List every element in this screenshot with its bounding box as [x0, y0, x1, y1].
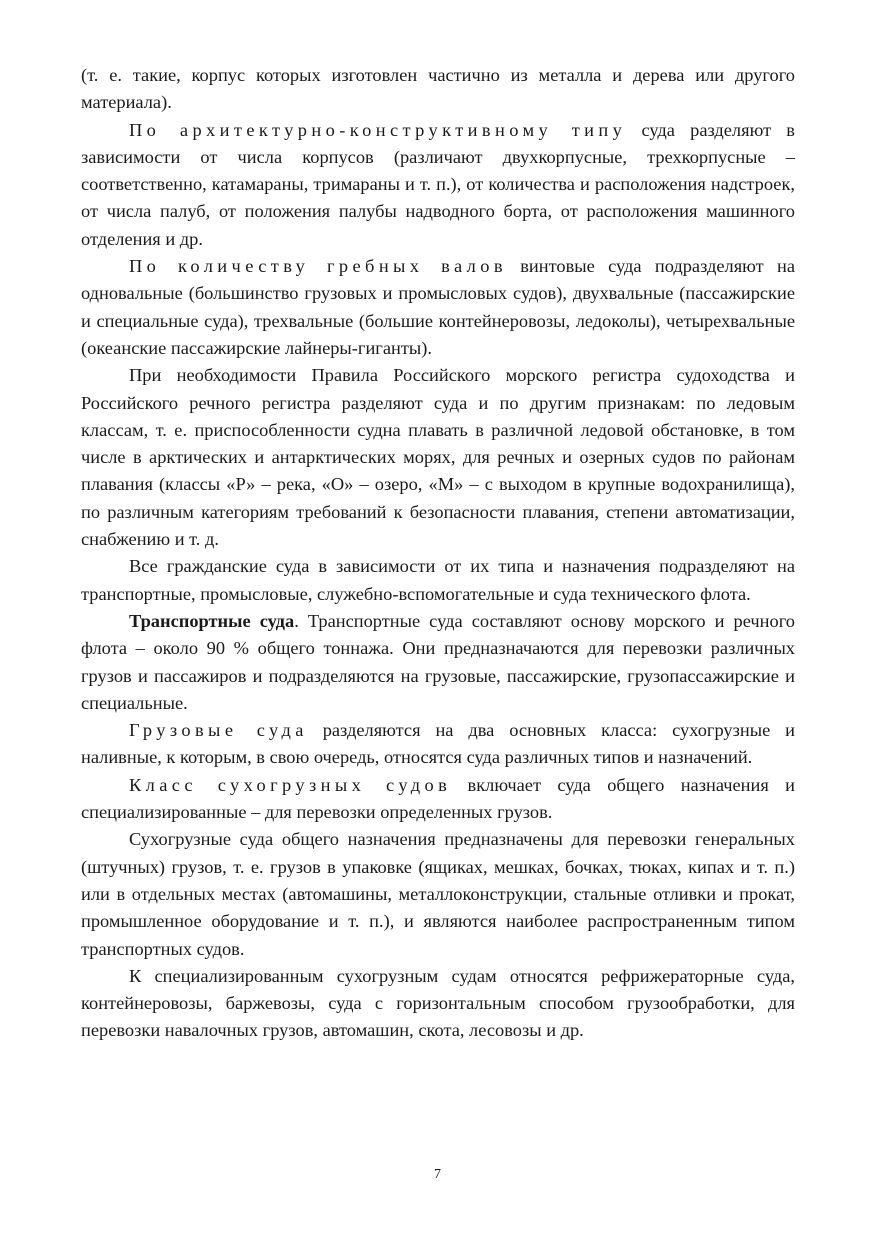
paragraph-text: При необходимости Правила Российского морского регистра судоходства и Российского речного регистра разделяют суда и по другим признакам: по ледовым классам, т. е. приспособленности судна плавать в различной ледовой обстановке, в том числе в арктических и антарктических морях, для речных и озерных судов по районам плавания (классы «Р» – река, «О» – озеро, «М» – с выходом в крупные водохранилища), по различным категориям требований к безопасности плавания, степени автоматизации, снабжению и т. д.: [81, 365, 795, 550]
spaced-lead-term: По количеству гребных валов: [129, 256, 507, 277]
spaced-lead-term: Грузовые суда: [129, 720, 308, 741]
paragraph-register-rules: [81, 362, 795, 553]
paragraph-general-purpose: [81, 826, 795, 962]
paragraph-specialized: [81, 963, 795, 1045]
bold-lead-term: Транспортные суда: [129, 610, 295, 631]
paragraph-text: Все гражданские суда в зависимости от их типа и назначения подразделяют на транспортные, промысловые, служебно-вспомогательные и суда технического флота.: [81, 556, 795, 604]
paragraph-architectural-type: [81, 117, 795, 253]
paragraph-dry-cargo-class: [81, 772, 795, 827]
paragraph-text: разделяются на два основных класса: сухогрузные и наливные, к которым, в свою очередь, относятся суда различных типов и назначений.: [81, 720, 796, 768]
paragraph-propeller-shafts: [81, 253, 795, 362]
paragraph-text: . Транспортные суда составляют основу морского и речного флота – около 90 % общего тоннажа. Они предназначаются для перевозки различных грузов и пассажиров и подразделяются на грузовые, пассажирские, грузопассажирские и специальные.: [81, 610, 795, 713]
paragraph-text: (т. е. такие, корпус которых изготовлен частично из металла и дерева или другого материала).: [81, 65, 795, 113]
paragraph-text: включает суда общего назначения и специализированные – для перевозки определенных грузов.: [81, 774, 795, 823]
spaced-lead-term: Класс сухогрузных судов: [129, 774, 452, 795]
page-body: [81, 62, 795, 1045]
spaced-lead-term: По архитектурно-конструктивному типу: [129, 119, 627, 140]
paragraph-text: винтовые суда подразделяют на одновальные (большинство грузовых и промысловых судов), двухвальные (пассажирские и специальные суда), трехвальные (большие контейнеровозы, ледоколы), четырехвальные (океанские пассажирские лайнеры-гиганты).: [81, 256, 795, 358]
paragraph-continuation: [81, 62, 795, 117]
paragraph-text: К специализированным сухогрузным судам относятся рефрижераторные суда, контейнеровозы, баржевозы, суда с горизонтальным способом грузообработки, для перевозки навалочных грузов, автомашин, скота, лесовозы и др.: [81, 965, 795, 1041]
paragraph-text: Сухогрузные суда общего назначения предназначены для перевозки генеральных (штучных) грузов, т. е. грузов в упаковке (ящиках, мешках, бочках, тюках, кипах и т. п.) или в отдельных местах (автомашины, металлоконструкции, стальные отливки и прокат, промышленное оборудование и т. п.), и являются наиболее распространенным типом транспортных судов.: [81, 829, 795, 959]
page-number: 7: [434, 1167, 441, 1182]
paragraph-civil-vessels: [81, 553, 795, 608]
paragraph-cargo-vessels: [81, 717, 795, 772]
paragraph-transport-vessels: [81, 608, 795, 717]
paragraph-text: суда разделяют в зависимости от числа корпусов (различают двухкорпусные, трехкорпусные – соответственно, катамараны, тримараны и т. п.), от количества и расположения надстроек, от числа палуб, от положения палубы надводного борта, от расположения машинного отделения и др.: [81, 119, 795, 249]
